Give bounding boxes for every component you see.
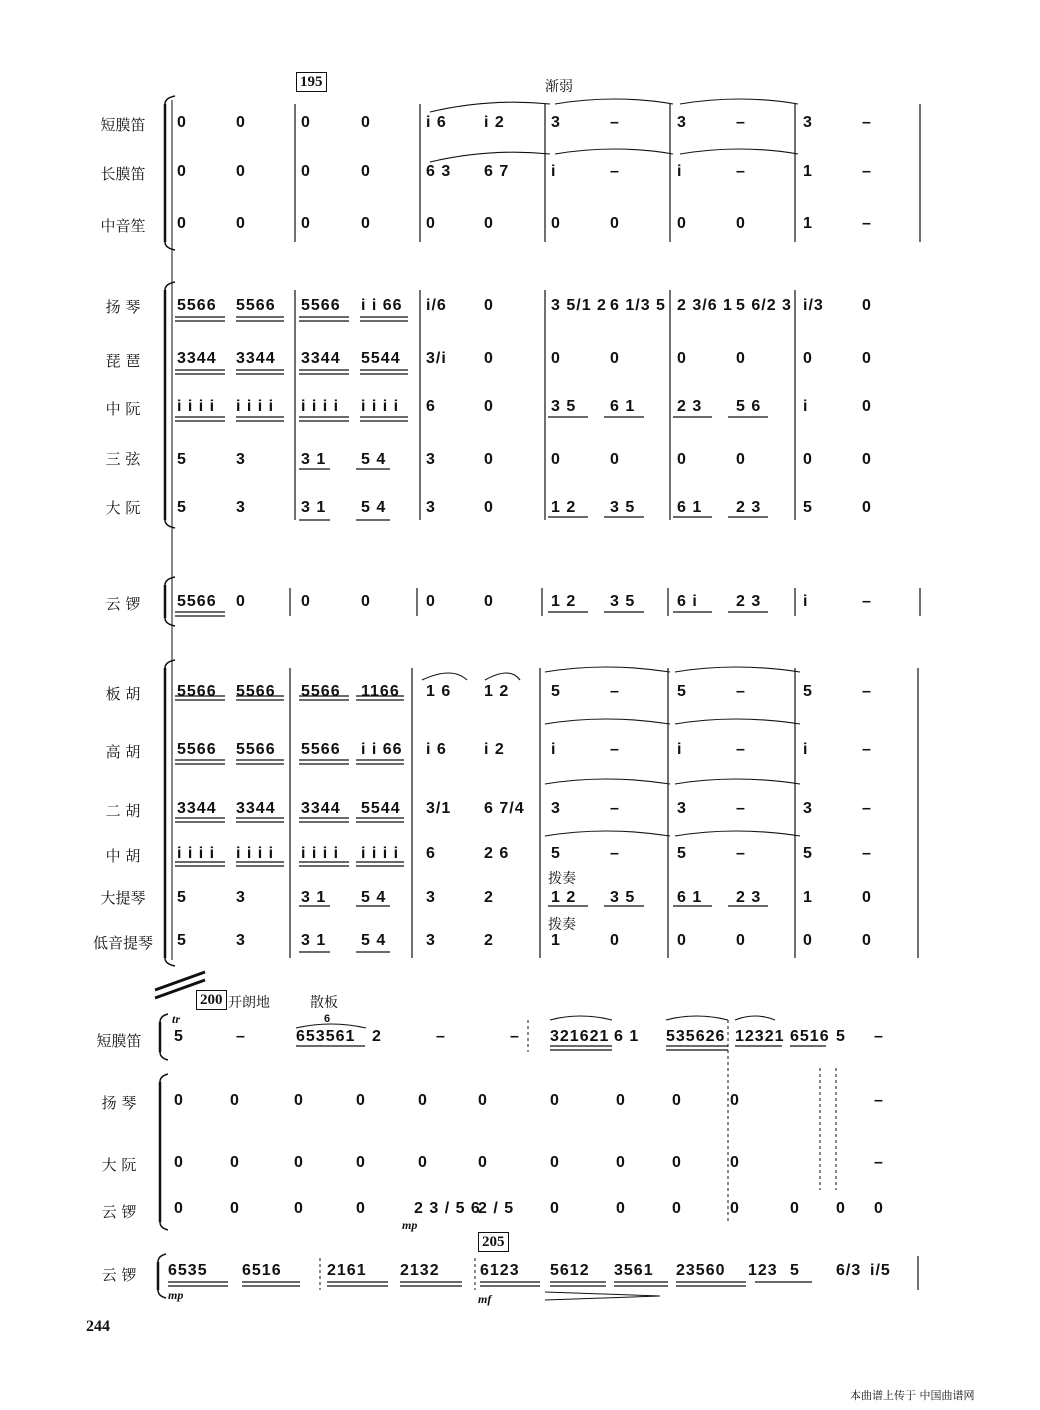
sys1-note-cell: 0 [862,398,872,415]
sys1-note-cell: 3 [426,932,436,949]
sys1-note-cell: 3 [236,889,246,906]
sys1-note-cell: 5 [177,451,187,468]
sys1-note-cell: 0 [610,350,620,367]
sys2-note-cell: 321621 [550,1028,610,1045]
sys1-note-cell: 0 [484,593,494,610]
sys1-note-cell: 1 [803,215,813,232]
dynamic-mp: mp [168,1288,184,1302]
sys2-note-cell: – [874,1028,884,1045]
sys1-note-cell: 3344 [236,800,276,817]
sys1-note-cell: – [736,800,746,817]
sys1-note-cell: 6 1 [677,499,703,516]
page-number: 244 [86,1318,110,1335]
sys1-note-cell: i [551,741,557,758]
sys1-note-cell: – [862,683,872,700]
sys1-note-cell: 3/1 [426,800,452,817]
sys1-note-cell: 1 2 [551,593,577,610]
sys2-note-cell: 0 [478,1092,488,1109]
sys1-note-cell: 3 [426,499,436,516]
tempo-marking: 开朗地 [228,995,270,1011]
sys1-note-cell: – [862,593,872,610]
instrument-label: 大 阮 [101,1156,137,1174]
sys1-note-cell: 3 [236,499,246,516]
sys1-note-cell: 0 [736,215,746,232]
sys1-note-cell: i i 66 [361,297,403,314]
sys1-note-cell: 0 [484,451,494,468]
sys1-note-cell: 0 [677,215,687,232]
sys1-note-cell: 3 5/1 2 [551,297,607,314]
sys1-note-cell: 5566 [177,297,217,314]
sys1-note-cell: 2 [484,889,494,906]
sys1-note-cell: 3 [803,114,813,131]
instrument-label: 扬 琴 [101,1094,137,1112]
sys1-note-cell: – [610,845,620,862]
sys1-note-cell: 5566 [236,741,276,758]
sys1-note-cell: 1 2 [551,889,577,906]
sys1-note-cell: 0 [677,350,687,367]
sys1-note-cell: 6 1/3 5 [610,297,666,314]
tempo-marking-free: 散板 [310,995,338,1011]
sys2-note-cell: 5 [836,1028,846,1045]
sys1-note-cell: 3 5 [610,889,636,906]
sys2-note-cell: 0 [356,1200,366,1217]
sys3-note-cell: i/5 [870,1262,891,1279]
sys2-note-cell: 0 [418,1092,428,1109]
sys1-note-cell: 5 4 [361,889,387,906]
sys1-note-cell: 2 3 [736,593,762,610]
sys1-note-cell: 3344 [177,800,217,817]
instrument-label: 中 胡 [105,847,141,865]
instrument-label: 云 锣 [101,1203,137,1221]
sys1-note-cell: – [610,741,620,758]
sys1-note-cell: 3 [677,800,687,817]
sys1-note-cell: i [551,163,557,180]
instrument-label: 云 锣 [105,595,141,613]
instrument-label: 二 胡 [105,802,141,820]
sys2-note-cell: 12321 [735,1028,785,1045]
sys1-note-cell: i i i i [236,845,275,862]
sys1-note-cell: 2 3 [736,889,762,906]
sys2-note-cell: 2 / 5 [478,1200,515,1217]
sys2-note-cell: – [874,1154,884,1171]
sys2-note-cell: – [436,1028,446,1045]
rehearsal-mark-200: 200 [196,990,227,1010]
sys2-note-cell: 0 [730,1200,740,1217]
sys1-note-cell: 3344 [177,350,217,367]
sys2-note-cell: 0 [356,1154,366,1171]
sys1-note-cell: 1 [803,163,813,180]
sys1-note-cell: 0 [551,350,561,367]
sys1-note-cell: 5 4 [361,499,387,516]
dynamic-marking-diminuendo: 渐弱 [545,79,573,95]
instrument-label: 扬 琴 [105,298,141,316]
sys1-note-cell: i i i i [301,845,340,862]
sys1-note-cell: 5566 [301,297,341,314]
sys1-note-cell: 3 [236,932,246,949]
sys3-note-cell: 5612 [550,1262,590,1279]
sys1-note-cell: – [736,163,746,180]
sys1-note-cell: 5544 [361,350,401,367]
sys1-note-cell: i 2 [484,741,505,758]
sys1-note-cell: 0 [677,451,687,468]
sys2-note-cell: 0 [616,1092,626,1109]
sys1-note-cell: 0 [803,350,813,367]
sys1-note-cell: i 6 [426,741,447,758]
trill-marking: tr [172,1012,181,1026]
sys1-note-cell: 3 [236,451,246,468]
sys1-note-cell: 0 [862,499,872,516]
sys1-note-cell: 5 [803,499,813,516]
sys1-note-cell: 0 [862,350,872,367]
sys1-note-cell: 6 3 [426,163,452,180]
sys1-note-cell: 3344 [301,350,341,367]
sys1-note-cell: i i i i [177,398,216,415]
sys1-note-cell: 6 1 [610,398,636,415]
sys2-note-cell: 0 [174,1200,184,1217]
sys2-note-cell: 0 [616,1154,626,1171]
sys1-note-cell: 0 [361,163,371,180]
instrument-label: 云 锣 [101,1266,137,1284]
sys1-note-cell: 0 [301,114,311,131]
rehearsal-mark-205: 205 [478,1232,509,1252]
sys1-note-cell: 1 2 [484,683,510,700]
sys1-note-cell: 0 [484,499,494,516]
sys2-note-cell: 0 [672,1154,682,1171]
instrument-label: 大提琴 [100,889,146,907]
sys3-note-cell: 6516 [242,1262,282,1279]
sys1-note-cell: 5566 [301,683,341,700]
sys1-note-cell: 2 3/6 1 [677,297,733,314]
sys2-note-cell: 0 [730,1092,740,1109]
sys1-note-cell: i i 66 [361,741,403,758]
sys1-note-cell: 0 [677,932,687,949]
sys1-note-cell: 6 7/4 [484,800,525,817]
sys1-note-cell: 5 4 [361,932,387,949]
sys1-note-cell: 0 [177,163,187,180]
sys2-note-cell: 0 [294,1092,304,1109]
sys1-note-cell: i 6 [426,114,447,131]
sys1-note-cell: i i i i [177,845,216,862]
sys1-note-cell: 3/i [426,350,447,367]
sys1-note-cell: 0 [803,451,813,468]
sys1-note-cell: – [862,215,872,232]
sys1-note-cell: 6 [426,398,436,415]
sys1-note-cell: 3 5 [551,398,577,415]
sys2-note-cell: 0 [550,1200,560,1217]
sys1-note-cell: 5 [677,683,687,700]
sys1-note-cell: 5544 [361,800,401,817]
tuplet-number: 6 [324,1013,331,1025]
sys1-note-cell: 0 [236,215,246,232]
sys1-note-cell: 5 [803,845,813,862]
sys2-note-cell: 0 [230,1200,240,1217]
footer-credit: 本曲谱上传于 中国曲谱网 [850,1389,975,1402]
sys3-note-cell: 123 [748,1262,778,1279]
sys1-note-cell: 0 [177,215,187,232]
sys1-note-cell: 0 [361,215,371,232]
sys1-note-cell: 0 [177,114,187,131]
sys1-note-cell: 5 [551,845,561,862]
sys1-note-cell: 0 [484,398,494,415]
sys1-note-cell: 1 [803,889,813,906]
sys1-note-cell: 0 [301,215,311,232]
sys2-note-cell: 0 [616,1200,626,1217]
sys1-note-cell: – [862,845,872,862]
instrument-label: 三 弦 [105,450,141,468]
sys1-note-cell: 2 3 [736,499,762,516]
sys1-note-cell: 5 [677,845,687,862]
sys2-note-cell: 0 [478,1154,488,1171]
instrument-label: 短膜笛 [100,116,146,134]
sys2-note-cell: 5 [174,1028,184,1045]
instrument-label: 中音笙 [100,217,146,235]
sys1-note-cell: 5 [803,683,813,700]
sys2-note-cell: 535626 [666,1028,726,1045]
sys1-note-cell: 0 [736,932,746,949]
sys2-note-cell: 653561 [296,1028,356,1045]
sys1-note-cell: i/6 [426,297,447,314]
sys1-note-cell: 2 3 [677,398,703,415]
sys1-note-cell: 0 [736,350,746,367]
sys1-note-cell: 5 6 [736,398,762,415]
sys1-note-cell: 5566 [236,297,276,314]
sys2-note-cell: 0 [550,1154,560,1171]
sys1-note-cell: 5 [551,683,561,700]
sys1-note-cell: i [677,163,683,180]
pizzicato-marking: 拨奏 [548,917,576,933]
sys1-note-cell: 3 [551,800,561,817]
sys2-note-cell: – [874,1092,884,1109]
sys1-note-cell: 0 [862,451,872,468]
sys1-note-cell: i [677,741,683,758]
instrument-label: 短膜笛 [96,1032,142,1050]
sys2-note-cell: 2 [372,1028,382,1045]
sys2-note-cell: 0 [874,1200,884,1217]
sys1-note-cell: 0 [236,114,246,131]
sys1-note-cell: 0 [610,215,620,232]
sys1-note-cell: 0 [484,350,494,367]
sys1-note-cell: 0 [426,215,436,232]
sys1-note-cell: – [736,114,746,131]
sys1-note-cell: 3 1 [301,889,327,906]
sys1-note-cell: – [862,114,872,131]
sys1-note-cell: 0 [426,593,436,610]
instrument-label: 琵 琶 [105,352,141,370]
sys1-note-cell: i 2 [484,114,505,131]
sys3-note-cell: 2161 [327,1262,367,1279]
sys2-note-cell: 0 [672,1200,682,1217]
sys1-note-cell: 3 [426,451,436,468]
sys1-note-cell: 0 [862,889,872,906]
sys1-note-cell: i i i i [301,398,340,415]
sys1-note-cell: 0 [610,932,620,949]
sys1-note-cell: 3 [803,800,813,817]
sys1-note-cell: 0 [862,297,872,314]
sys3-note-cell: 23560 [676,1262,726,1279]
sys1-note-cell: 5 4 [361,451,387,468]
sys1-note-cell: 0 [301,163,311,180]
sys1-note-cell: 5 [177,499,187,516]
sys1-note-cell: 3344 [236,350,276,367]
sys1-note-cell: 3 1 [301,932,327,949]
sys1-note-cell: – [610,800,620,817]
sys1-note-cell: 5 [177,932,187,949]
sys1-note-cell: 5566 [301,741,341,758]
sys1-note-cell: – [610,163,620,180]
sys1-note-cell: 0 [301,593,311,610]
sys3-note-cell: 6535 [168,1262,208,1279]
sys2-note-cell: 0 [790,1200,800,1217]
sys1-note-cell: 5566 [177,741,217,758]
sys1-note-cell: 5566 [177,593,217,610]
sys3-note-cell: 2132 [400,1262,440,1279]
sys2-note-cell: 0 [550,1092,560,1109]
sys1-note-cell: 3 [426,889,436,906]
sys2-note-cell: 6 1 [614,1028,640,1045]
sys2-note-cell: 0 [672,1092,682,1109]
sys1-note-cell: 6 7 [484,163,510,180]
sys1-note-cell: 2 [484,932,494,949]
sys1-note-cell: – [610,683,620,700]
sys3-note-cell: 5 [790,1262,800,1279]
sys2-note-cell: 0 [418,1154,428,1171]
sys1-note-cell: 0 [736,451,746,468]
sys1-note-cell: 1 [551,932,561,949]
sys1-note-cell: – [736,845,746,862]
sys1-note-cell: 0 [610,451,620,468]
sys2-note-cell: 6516 [790,1028,830,1045]
instrument-label: 板 胡 [105,685,141,703]
sys1-note-cell: – [862,800,872,817]
pizzicato-marking: 拨奏 [548,871,576,887]
sys1-note-cell: – [610,114,620,131]
sys1-note-cell: – [862,163,872,180]
sys1-note-cell: 0 [236,593,246,610]
sys1-note-cell: 6 i [677,593,698,610]
instrument-label: 高 胡 [105,743,141,761]
sys3-note-cell: 3561 [614,1262,654,1279]
sys2-note-cell: 0 [230,1154,240,1171]
dynamic-mp: mp [402,1218,418,1232]
sys1-note-cell: 1 2 [551,499,577,516]
sys1-note-cell: – [736,741,746,758]
sys1-note-cell: 3 1 [301,499,327,516]
sys1-note-cell: 0 [803,932,813,949]
rehearsal-mark-195: 195 [296,72,327,92]
sys1-note-cell: 0 [484,215,494,232]
sys1-note-cell: 0 [484,297,494,314]
sys1-note-cell: 3 5 [610,499,636,516]
sys1-note-cell: 2 6 [484,845,510,862]
sys2-note-cell: 0 [174,1154,184,1171]
sys2-note-cell: 0 [836,1200,846,1217]
sys1-note-cell: i [803,741,809,758]
sys2-note-cell: 0 [356,1092,366,1109]
sys1-note-cell: 6 [426,845,436,862]
instrument-label: 大 阮 [105,499,141,517]
sys1-note-cell: 3 1 [301,451,327,468]
sys1-note-cell: i i i i [361,845,400,862]
sys3-note-cell: 6123 [480,1262,520,1279]
sys1-note-cell: 5566 [236,683,276,700]
sys1-note-cell: 5566 [177,683,217,700]
sys1-note-cell: i i i i [236,398,275,415]
sys3-note-cell: 6/3 [836,1262,862,1279]
instrument-label: 低音提琴 [92,934,153,952]
sys1-note-cell: 3 5 [610,593,636,610]
sys1-note-cell: 0 [361,593,371,610]
sys1-note-cell: 0 [551,215,561,232]
instrument-label: 长膜笛 [100,165,146,183]
sys2-note-cell: 0 [730,1154,740,1171]
instrument-label: 中 阮 [105,400,141,418]
sys1-note-cell: 3344 [301,800,341,817]
sys2-note-cell: 0 [230,1092,240,1109]
sys1-note-cell: i [803,398,809,415]
sys1-note-cell: – [736,683,746,700]
sys2-note-cell: 0 [174,1092,184,1109]
sys2-note-cell: 0 [294,1200,304,1217]
sys1-note-cell: 5 [177,889,187,906]
sys1-note-cell: 6 1 [677,889,703,906]
sys1-note-cell: 1 6 [426,683,452,700]
sys1-note-cell: 1166 [361,683,400,700]
sys1-note-cell: i [803,593,809,610]
sys1-note-cell: 5 6/2 3 [736,297,792,314]
sys2-note-cell: – [510,1028,520,1045]
sys1-note-cell: 0 [862,932,872,949]
sys2-note-cell: 0 [294,1154,304,1171]
dynamic-mf: mf [478,1292,492,1306]
sys1-note-cell: 0 [236,163,246,180]
sys1-note-cell: 3 [677,114,687,131]
sys1-note-cell: 0 [551,451,561,468]
sys2-note-cell: 2 3 / 5 6 [414,1200,481,1217]
sys1-note-cell: 3 [551,114,561,131]
sys1-note-cell: – [862,741,872,758]
sys1-note-cell: 0 [361,114,371,131]
sys1-note-cell: i/3 [803,297,824,314]
sys2-note-cell: – [236,1028,246,1045]
sys1-note-cell: i i i i [361,398,400,415]
